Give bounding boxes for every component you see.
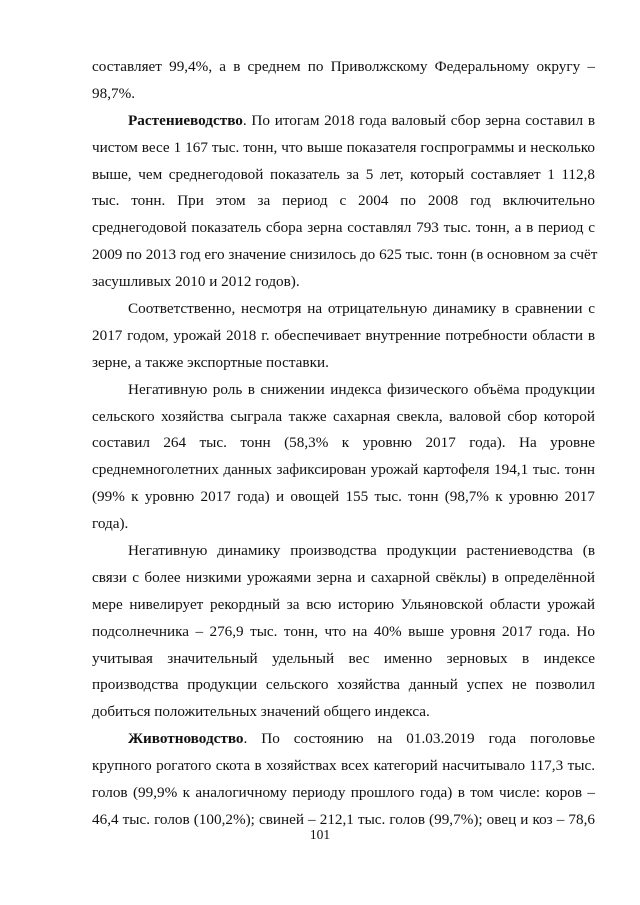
text-line: крупного рогатого скота в хозяйствах всех категорий насчитывало 117,3 тыс. — [92, 757, 595, 775]
paragraph-continuation — [92, 54, 595, 108]
text-line: составил 264 тыс. тонн (58,3% к уровню 2017 года). На уровне — [92, 434, 595, 452]
text-line: составляет 99,4%, а в среднем по Приволжскому Федеральному округу – — [92, 58, 595, 75]
text-line: подсолнечника – 276,9 тыс. тонн, что на 40% выше уровня 2017 года. Но — [92, 622, 595, 640]
text-line: 46,4 тыс. голов (100,2%); свиней – 212,1 тыс. голов (99,7%); овец и коз – 78,6 — [92, 810, 595, 828]
text-fragment: . По итогам 2018 года валовый сбор зерна составил в — [242, 111, 595, 129]
section-heading-crop-production: Растениеводство — [128, 111, 243, 129]
text-line: связи с более низкими урожаями зерна и сахарной свёклы) в определённой — [92, 568, 595, 586]
text-line — [92, 726, 595, 753]
text-line: добиться положительных значений общего индекса. — [92, 703, 430, 721]
text-line: зерне, а также экспортные поставки. — [92, 353, 329, 371]
paragraph-livestock — [92, 726, 595, 834]
text-line: сельского хозяйства сыграла также сахарная свекла, валовой сбор которой — [92, 407, 595, 425]
text-line: 98,7%. — [92, 84, 136, 102]
text-line: 2017 годом, урожай 2018 г. обеспечивает внутренние потребности области в — [92, 326, 595, 344]
paragraph-crop-production — [92, 108, 598, 296]
text-line: Негативную роль в снижении индекса физического объёма продукции — [128, 380, 595, 398]
text-line: года). — [92, 515, 129, 533]
text-line: Соответственно, несмотря на отрицательную динамику в сравнении с — [128, 300, 595, 318]
text-line: выше, чем среднегодовой показатель за 5 лет, который составляет 1 112,8 — [92, 165, 595, 183]
text-line: Негативную динамику производства продукции растениеводства (в — [128, 542, 595, 560]
text-line: 2009 по 2013 год его значение снизилось до 625 тыс. тонн (в основном за счёт — [92, 246, 598, 264]
paragraph-accordingly — [92, 296, 595, 377]
document-page — [92, 54, 598, 834]
text-line: засушливых 2010 и 2012 годов). — [92, 273, 300, 291]
page-number: 101 — [309, 827, 331, 842]
section-heading-livestock: Животноводство — [128, 730, 244, 748]
text-line: производства продукции сельского хозяйства данный успех не позволил — [92, 676, 595, 694]
text-line: голов (99,9% к аналогичному периоду прошлого года) в том числе: коров – — [92, 784, 595, 802]
paragraph-negative-role — [92, 377, 595, 538]
text-fragment: . По состоянию на 01.03.2019 года поголовье — [243, 730, 595, 748]
text-line — [92, 108, 595, 135]
text-line: учитывая значительный удельный вес именно зерновых в индексе — [92, 649, 595, 667]
paragraph-negative-dynamics — [92, 538, 595, 726]
text-line: среднемноголетних данных зафиксирован урожай картофеля 194,1 тыс. тонн — [92, 461, 595, 479]
text-line: мере нивелирует рекордный за всю историю Ульяновской области урожай — [92, 595, 595, 613]
text-line: чистом весе 1 167 тыс. тонн, что выше показателя госпрограммы и несколько — [92, 138, 595, 156]
text-line: тыс. тонн. При этом за период с 2004 по 2008 год включительно — [92, 192, 595, 210]
text-line: (99% к уровню 2017 года) и овощей 155 тыс. тонн (98,7% к уровню 2017 — [92, 488, 595, 506]
text-line: среднегодовой показатель сбора зерна составлял 793 тыс. тонн, а в период с — [92, 219, 595, 237]
